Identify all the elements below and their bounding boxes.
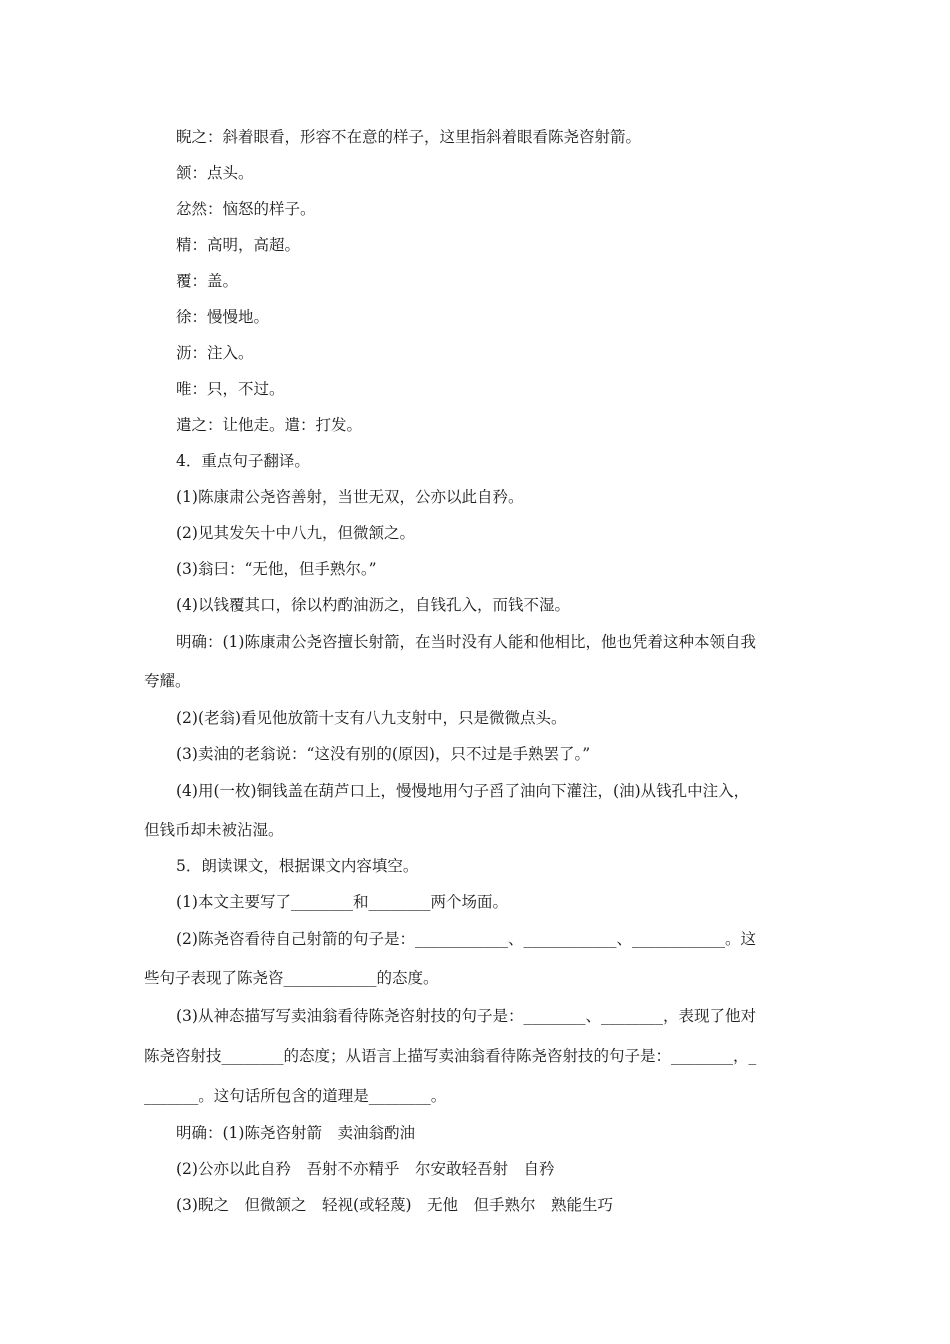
text-line: 唯：只，不过。 bbox=[176, 380, 285, 398]
text-line: (3)从神态描写写卖油翁看待陈尧咨射技的句子是：________、________，表现了他对 bbox=[176, 1007, 756, 1025]
text-line: 些句子表现了陈尧咨____________的态度。 bbox=[144, 969, 439, 987]
text-line: 忿然：恼怒的样子。 bbox=[176, 200, 316, 218]
text-line: (2)陈尧咨看待自己射箭的句子是：____________、____________、____________。这 bbox=[176, 930, 756, 948]
text-line: 夸耀。 bbox=[144, 672, 191, 690]
text-line: (2)见其发矢十中八九，但微颔之。 bbox=[176, 524, 415, 542]
text-line: 明确：(1)陈康肃公尧咨擅长射箭，在当时没有人能和他相比，他也凭着这种本领自我 bbox=[176, 633, 756, 651]
text-line: _______。这句话所包含的道理是________。 bbox=[144, 1087, 447, 1105]
text-line: (4)以钱覆其口，徐以杓酌油沥之，自钱孔入，而钱不湿。 bbox=[176, 596, 570, 614]
text-line: 睨之：斜着眼看，形容不在意的样子，这里指斜着眼看陈尧咨射箭。 bbox=[176, 128, 642, 146]
text-line: 徐：慢慢地。 bbox=[176, 308, 270, 326]
text-line: (3)睨之 但微颔之 轻视(或轻蔑) 无他 但手熟尔 熟能生巧 bbox=[176, 1196, 614, 1214]
text-line: 颔：点头。 bbox=[176, 164, 254, 182]
section-heading: 4．重点句子翻译。 bbox=[176, 452, 310, 470]
text-line: (2)公亦以此自矜 吾射不亦精乎 尔安敢轻吾射 自矜 bbox=[176, 1160, 555, 1178]
text-line: 但钱币却未被沾湿。 bbox=[144, 821, 284, 839]
text-line: 沥：注入。 bbox=[176, 344, 254, 362]
text-line: 明确：(1)陈尧咨射箭 卖油翁酌油 bbox=[176, 1124, 415, 1142]
text-line: (1)陈康肃公尧咨善射，当世无双，公亦以此自矜。 bbox=[176, 488, 524, 506]
text-line: (2)(老翁)看见他放箭十支有八九支射中，只是微微点头。 bbox=[176, 709, 567, 727]
text-line: (3)卖油的老翁说：“这没有别的(原因)，只不过是手熟罢了。” bbox=[176, 745, 591, 763]
text-line: 陈尧咨射技________的态度；从语言上描写卖油翁看待陈尧咨射技的句子是：________，_ bbox=[144, 1047, 757, 1065]
section-heading: 5．朗读课文，根据课文内容填空。 bbox=[176, 857, 419, 875]
text-line: 精：高明，高超。 bbox=[176, 236, 301, 254]
text-line: (1)本文主要写了________和________两个场面。 bbox=[176, 893, 508, 911]
text-line: (3)翁曰：“无他，但手熟尔。” bbox=[176, 560, 377, 578]
text-line: 遣之：让他走。遣：打发。 bbox=[176, 416, 363, 434]
text-line: (4)用(一枚)铜钱盖在葫芦口上，慢慢地用勺子舀了油向下灌注，(油)从钱孔中注入， bbox=[176, 782, 750, 800]
text-line: 覆：盖。 bbox=[176, 272, 239, 290]
